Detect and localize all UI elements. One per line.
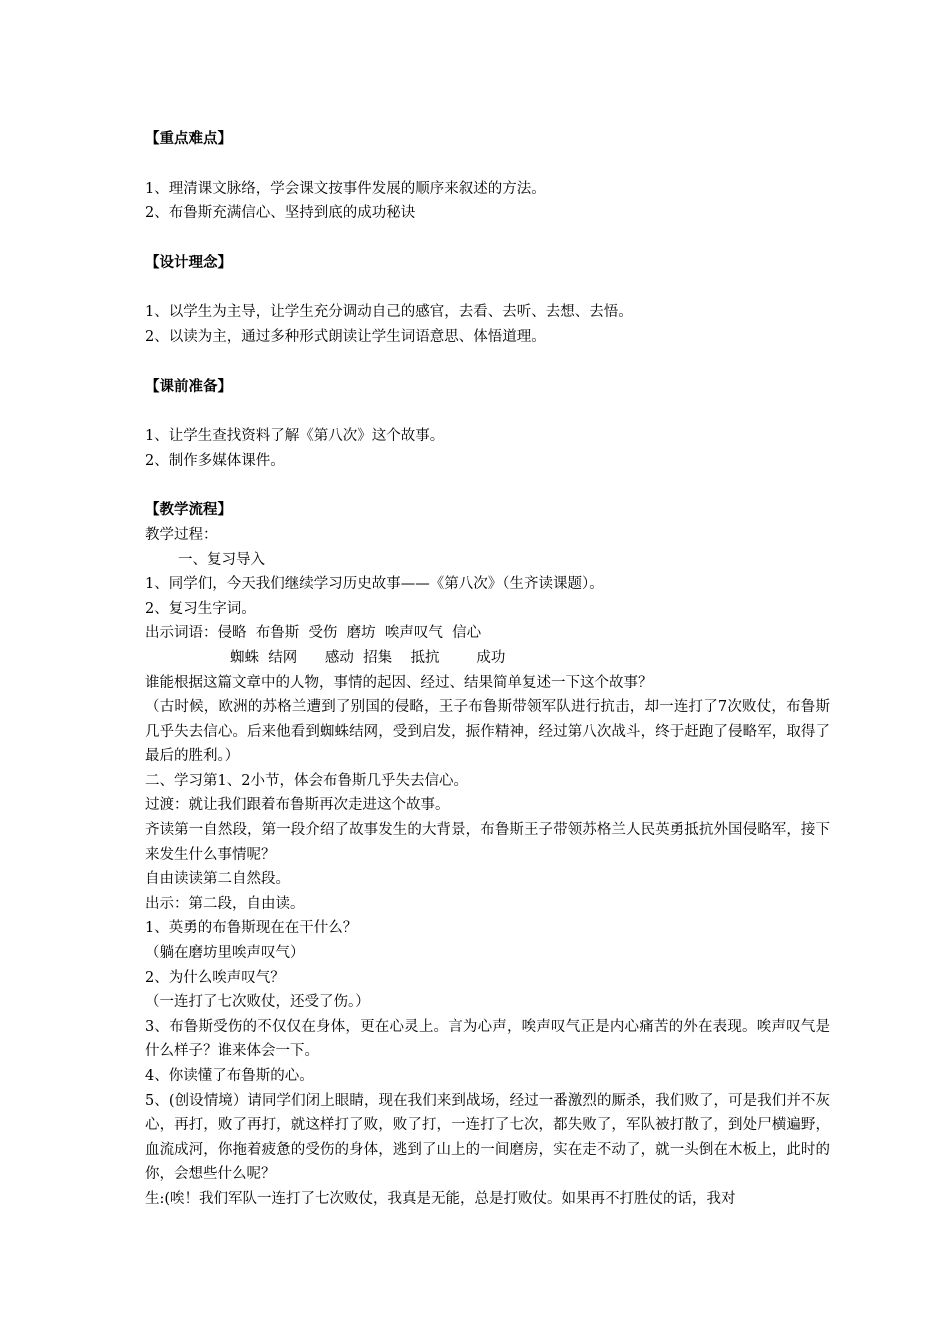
question-1: 1、英勇的布鲁斯现在在干什么？: [145, 920, 358, 937]
paragraph-1-reading: 齐读第一自然段，第一段介绍了故事发生的大背景，布鲁斯王子带领苏格兰人民英勇抵抗外国侵略军，接下来发生什么事情呢？: [145, 822, 830, 863]
part1-title: 一、复习导入: [178, 551, 265, 568]
student-response: 生:(唉！我们军队一连打了七次败仗，我真是无能，总是打败仗。如果再不打胜仗的话，我对: [145, 1190, 736, 1207]
heading-design-idea: 【设计理念】: [145, 253, 232, 271]
part2-title: 二、学习第1、2小节，体会布鲁斯几乎失去信心。: [145, 772, 468, 789]
process-line-1: 1、同学们，今天我们继续学习历史故事——《第八次》（生齐读课题）。: [145, 576, 604, 593]
paragraph-2-reading: 自由读读第二自然段。: [145, 871, 290, 888]
preparation-1: 1、让学生查找资料了解《第八次》这个故事。: [145, 428, 445, 445]
answer-1: （躺在磨坊里唉声叹气）: [145, 945, 305, 962]
heading-preparation: 【课前准备】: [145, 377, 232, 395]
vocabulary-row-2: 蜘蛛 结网 感动 招集 抵抗 成功: [230, 649, 506, 666]
question-2: 2、为什么唉声叹气？: [145, 969, 285, 986]
question-5: 5、(创设情境）请同学们闭上眼睛，现在我们来到战场，经过一番激烈的厮杀，我们败了，可是我们并不灰心，再打，败了再打，就这样打了败，败了打，一连打了七次，都失败了，军队被打散了，到处尸横遍野，血流成河，你拖着疲惫的受伤的身体，逃到了山上的一间磨房，实在走不动了，就一头倒在木板上，此时的你，会想些什么呢？: [145, 1092, 830, 1183]
design-idea-2: 2、以读为主，通过多种形式朗读让学生词语意思、体悟道理。: [145, 328, 546, 345]
heading-process: 【教学流程】: [145, 501, 232, 519]
story-summary: （古时候，欧洲的苏格兰遭到了别国的侵略，王子布鲁斯带领军队进行抗击，却一连打了7次败仗，布鲁斯几乎失去信心。后来他看到蜘蛛结网，受到启发，振作精神，经过第八次战斗，终于赶跑了侵略军，取得了最后的胜利。）: [145, 699, 830, 765]
retell-question: 谁能根据这篇文章中的人物，事情的起因、经过、结果简单复述一下这个故事？: [145, 674, 653, 691]
answer-2: （一连打了七次败仗，还受了伤。）: [145, 994, 370, 1011]
preparation-2: 2、制作多媒体课件。: [145, 452, 285, 469]
vocabulary-row-1: 出示词语：侵略 布鲁斯 受伤 磨坊 唉声叹气 信心: [145, 625, 482, 642]
question-3: 3、布鲁斯受伤的不仅仅在身体，更在心灵上。言为心声，唉声叹气正是内心痛苦的外在表现。唉声叹气是什么样子？谁来体会一下。: [145, 1018, 830, 1060]
design-idea-1: 1、以学生为主导，让学生充分调动自己的感官，去看、去听、去想、去悟。: [145, 304, 633, 321]
heading-key-points: 【重点难点】: [145, 130, 232, 147]
process-subtitle: 教学过程：: [145, 526, 218, 543]
key-point-2: 2、布鲁斯充满信心、坚持到底的成功秘诀: [145, 205, 416, 222]
show-paragraph-2: 出示：第二段，自由读。: [145, 895, 305, 912]
question-4: 4、你读懂了布鲁斯的心。: [145, 1068, 314, 1084]
transition: 过渡：就让我们跟着布鲁斯再次走进这个故事。: [145, 797, 450, 814]
process-line-2: 2、复习生字词。: [145, 600, 256, 617]
key-point-1: 1、理清课文脉络，学会课文按事件发展的顺序来叙述的方法。: [145, 180, 546, 197]
